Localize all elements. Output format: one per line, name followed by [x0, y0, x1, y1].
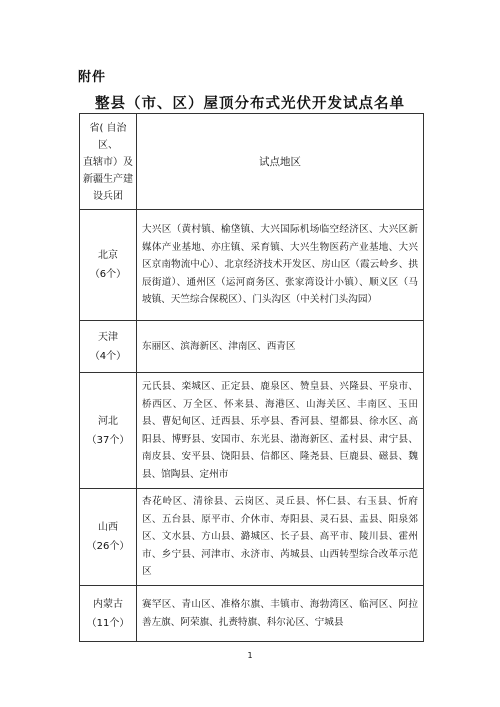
table-row	[80, 586, 424, 642]
province-name: 内蒙古	[93, 598, 123, 610]
province-count: （6个）	[89, 269, 127, 280]
document-title: 整县（市、区）屋顶分布式光伏开发试点名单	[95, 96, 405, 112]
areas-cell: 杏花岭区、清徐县、云岗区、灵丘县、怀仁县、右玉县、忻府区、五台县、原平市、介休市、寿阳县、灵石县、盂县、阳泉郊区、文水县、方山县、潞城区、长子县、高平市、陵川县、霍州市、乡宁县、河津市、永济市、芮城县、山西转型综合改革示范区	[137, 489, 424, 586]
table-row	[80, 321, 424, 373]
table-header-row	[80, 114, 424, 210]
table-row	[80, 210, 424, 321]
province-count: （26个）	[86, 541, 130, 552]
province-name: 天津	[98, 331, 118, 343]
header-province-line: 新疆生产建	[83, 174, 133, 185]
table-row	[80, 373, 424, 489]
province-cell	[80, 210, 137, 321]
province-cell	[80, 586, 137, 642]
header-province-cell	[80, 114, 137, 210]
attachment-label: 附件	[78, 70, 107, 85]
areas-cell: 东丽区、滨海新区、津南区、西青区	[137, 321, 424, 373]
province-cell	[80, 489, 137, 586]
header-province-line: 直辖市）及	[83, 157, 133, 168]
header-province-line: 省( 自治区、	[89, 123, 127, 151]
header-areas-cell: 试点地区	[137, 114, 424, 210]
areas-cell: 元氏县、栾城区、正定县、鹿泉区、赞皇县、兴隆县、平泉市、桥西区、万全区、怀来县、海港区、山海关区、丰南区、玉田县、曹妃甸区、迁西县、乐亭县、香河县、望都县、徐水区、高阳县、博野县、安国市、东光县、渤海新区、孟村县、肃宁县、南皮县、安平县、饶阳县、信都区、隆尧县、巨鹿县、磁县、魏县、馆陶县、定州市	[137, 373, 424, 489]
areas-cell: 赛罕区、青山区、准格尔旗、丰镇市、海勃湾区、临河区、阿拉善左旗、阿荣旗、扎赉特旗、科尔沁区、宁城县	[137, 586, 424, 642]
page-number: 1	[247, 651, 253, 660]
pilot-list-table	[79, 113, 424, 642]
province-count: （4个）	[89, 350, 127, 362]
header-province-line: 设兵团	[93, 191, 123, 202]
province-cell	[80, 321, 137, 373]
province-name: 山西	[98, 522, 118, 533]
province-name: 北京	[98, 250, 118, 261]
province-cell	[80, 373, 137, 489]
table-row	[80, 489, 424, 586]
province-name: 河北	[98, 415, 118, 427]
areas-cell: 大兴区（黄村镇、榆垡镇、大兴国际机场临空经济区、大兴区新媒体产业基地、亦庄镇、采育镇、大兴生物医药产业基地、大兴区京南物流中心）、北京经济技术开发区、房山区（霞云岭乡、拱辰街道）、通州区（运河商务区、张家湾设计小镇）、顺义区（马坡镇、天竺综合保税区）、门头沟区（中关村门头沟园）	[137, 210, 424, 321]
province-count: （37个）	[86, 434, 130, 446]
province-count: （11个）	[86, 617, 130, 629]
